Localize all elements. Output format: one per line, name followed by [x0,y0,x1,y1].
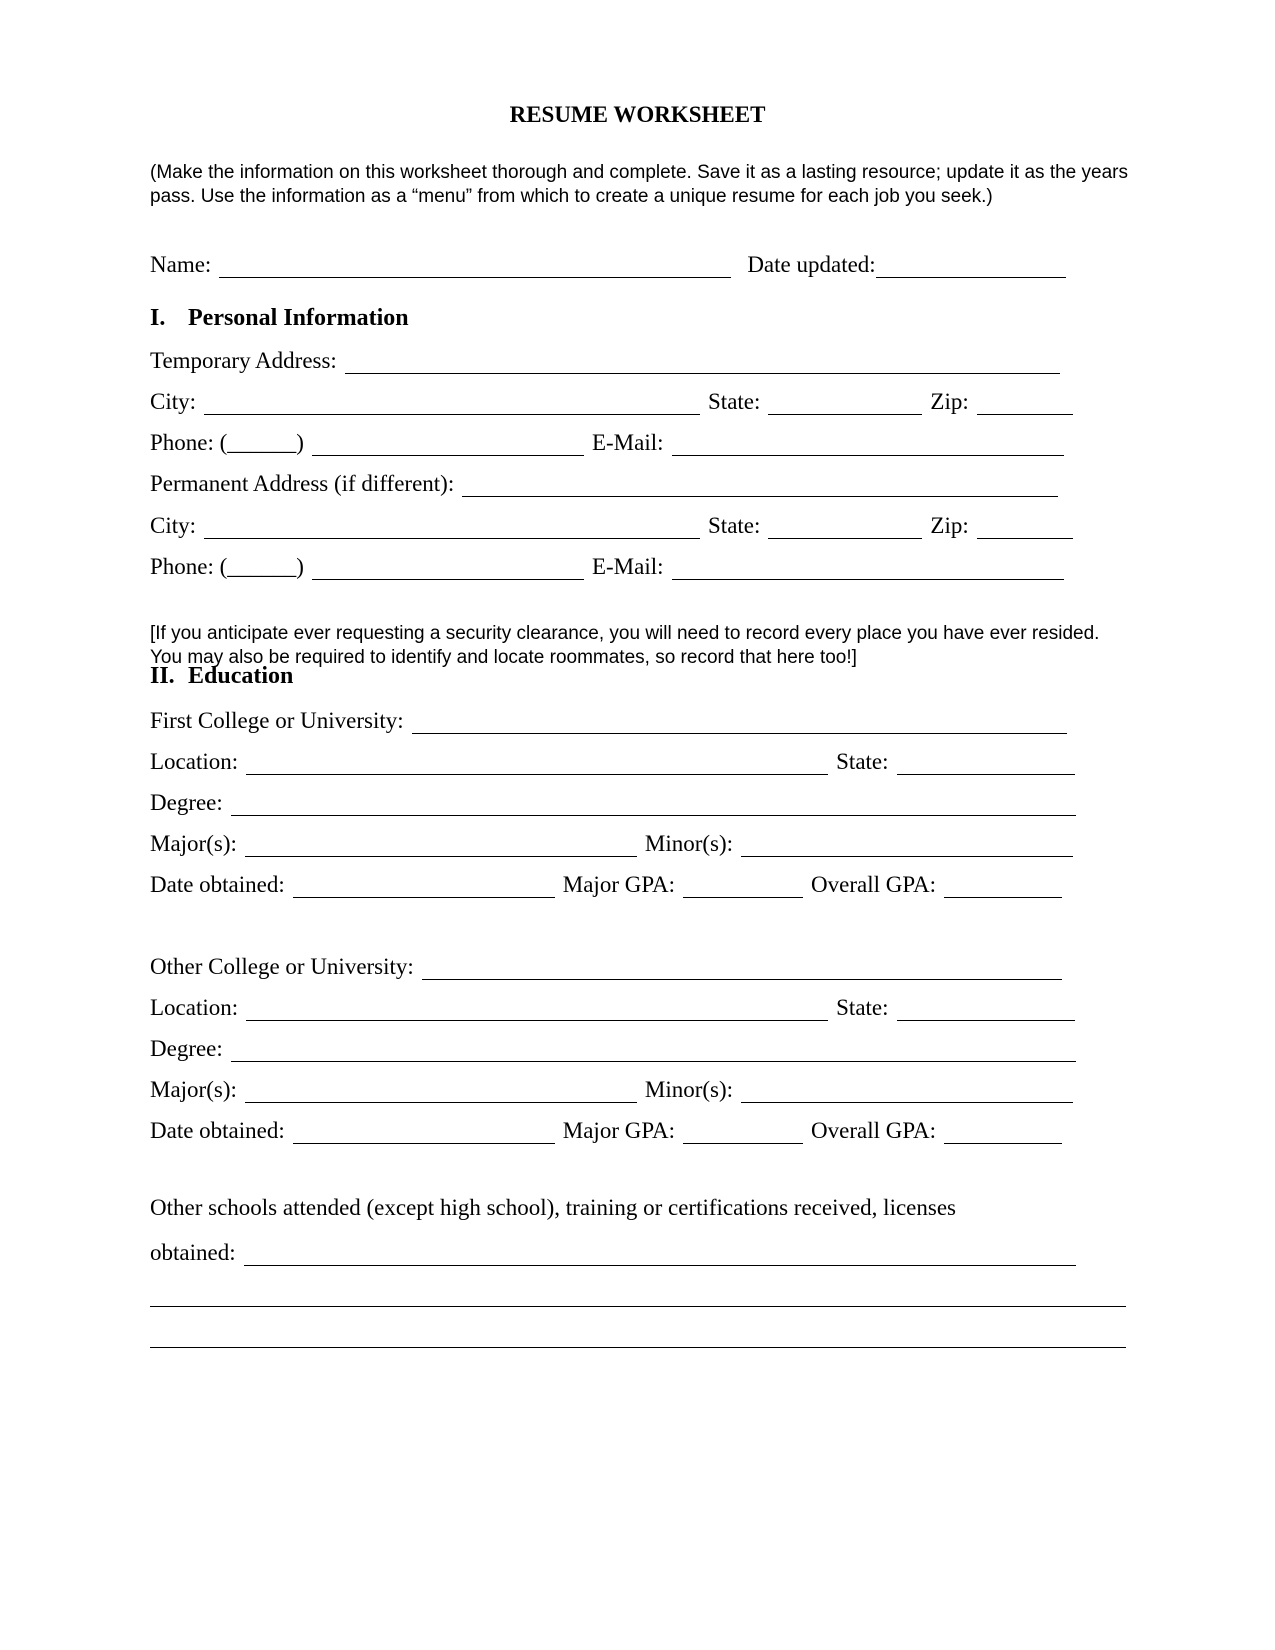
state-label: State: [836,995,889,1020]
other-degree-field[interactable] [231,1037,1076,1062]
temp-city-field[interactable] [204,390,700,415]
other-degree-row [150,1032,1076,1062]
temp-state-field[interactable] [768,390,922,415]
intro-text: (Make the information on this worksheet thorough and complete. Save it as a lasting resource; update it as the years pass. Use the information as a “menu” from which to create a unique resume for each job you seek.) [150,162,1128,207]
city-label: City: [150,513,197,538]
first-college-field[interactable] [412,709,1067,734]
degree-label: Degree: [150,790,223,815]
personal-info-heading [150,305,409,332]
temp-phone-field[interactable] [312,431,584,456]
first-majors-field[interactable] [245,832,637,857]
other-location-field[interactable] [246,996,828,1021]
first-college-row [150,704,1067,734]
perm-city-field[interactable] [204,514,700,539]
other-schools-text: Other schools attended (except high school), training or certifications received, licenses [150,1195,956,1220]
minors-label: Minor(s): [644,831,734,856]
first-date-obtained-field[interactable] [293,873,555,898]
other-college-field[interactable] [422,955,1062,980]
section-title: Personal Information [188,305,409,331]
section-title: Education [188,663,294,689]
other-location-row [150,991,1075,1021]
date-obtained-label: Date obtained: [150,1118,285,1143]
perm-phone-field[interactable] [312,555,584,580]
other-schools-field-1[interactable] [244,1241,1076,1266]
temp-phone-row [150,426,1064,456]
perm-email-field[interactable] [672,555,1064,580]
location-label: Location: [150,749,239,774]
location-label: Location: [150,995,239,1020]
date-updated-field[interactable] [876,253,1066,278]
first-date-gpa-row [150,868,1062,898]
temp-address-row [150,344,1060,374]
temp-address-field[interactable] [345,349,1060,374]
state-label: State: [836,749,889,774]
first-minors-field[interactable] [741,832,1073,857]
temp-address-label: Temporary Address: [150,348,337,373]
email-label: E-Mail: [591,554,664,579]
first-degree-row [150,786,1076,816]
other-majors-row [150,1073,1073,1103]
minors-label: Minor(s): [644,1077,734,1102]
degree-label: Degree: [150,1036,223,1061]
major-gpa-label: Major GPA: [562,872,676,897]
overall-gpa-label: Overall GPA: [811,872,937,897]
first-state-field[interactable] [897,750,1075,775]
temp-email-field[interactable] [672,431,1064,456]
majors-label: Major(s): [150,831,237,856]
first-majors-row [150,827,1073,857]
first-college-label: First College or University: [150,708,404,733]
perm-address-label: Permanent Address (if different): [150,471,455,496]
education-heading [150,663,293,690]
state-label: State: [708,389,761,414]
section-number: I. [150,305,166,331]
email-label: E-Mail: [591,430,664,455]
other-date-gpa-row [150,1114,1062,1144]
other-major-gpa-field[interactable] [683,1119,803,1144]
page-title: RESUME WORKSHEET [509,102,766,127]
first-degree-field[interactable] [231,791,1076,816]
other-minors-field[interactable] [741,1078,1073,1103]
security-clearance-note: [If you anticipate ever requesting a security clearance, you will need to record every place you have ever resided. You may also be required to identify and locate roommates, so record that here too!] [150,623,1100,668]
perm-address-field[interactable] [462,472,1058,497]
date-obtained-label: Date obtained: [150,872,285,897]
major-gpa-label: Major GPA: [562,1118,676,1143]
state-label: State: [708,513,761,538]
other-college-label: Other College or University: [150,954,414,979]
first-location-row [150,745,1075,775]
first-overall-gpa-field[interactable] [944,873,1062,898]
perm-state-field[interactable] [768,514,922,539]
other-schools-field-2[interactable] [150,1306,1126,1307]
phone-label: Phone: (______) [150,554,304,579]
overall-gpa-label: Overall GPA: [811,1118,937,1143]
first-major-gpa-field[interactable] [683,873,803,898]
other-majors-field[interactable] [245,1078,637,1103]
city-label: City: [150,389,197,414]
perm-address-row [150,467,1058,497]
other-overall-gpa-field[interactable] [944,1119,1062,1144]
other-state-field[interactable] [897,996,1075,1021]
other-schools-field-3[interactable] [150,1347,1126,1348]
name-field[interactable] [219,253,731,278]
majors-label: Major(s): [150,1077,237,1102]
temp-zip-field[interactable] [977,390,1073,415]
obtained-label: obtained: [150,1240,236,1265]
other-college-row [150,950,1062,980]
first-location-field[interactable] [246,750,828,775]
zip-label: Zip: [930,389,969,414]
name-label: Name: [150,252,212,277]
section-number: II. [150,663,175,689]
date-updated-label: Date updated: [747,252,876,277]
temp-city-row [150,385,1073,415]
other-date-obtained-field[interactable] [293,1119,555,1144]
perm-phone-row [150,550,1064,580]
perm-zip-field[interactable] [977,514,1073,539]
name-row [150,248,1066,278]
obtained-row [150,1236,1076,1266]
perm-city-row [150,509,1073,539]
phone-label: Phone: (______) [150,430,304,455]
zip-label: Zip: [930,513,969,538]
